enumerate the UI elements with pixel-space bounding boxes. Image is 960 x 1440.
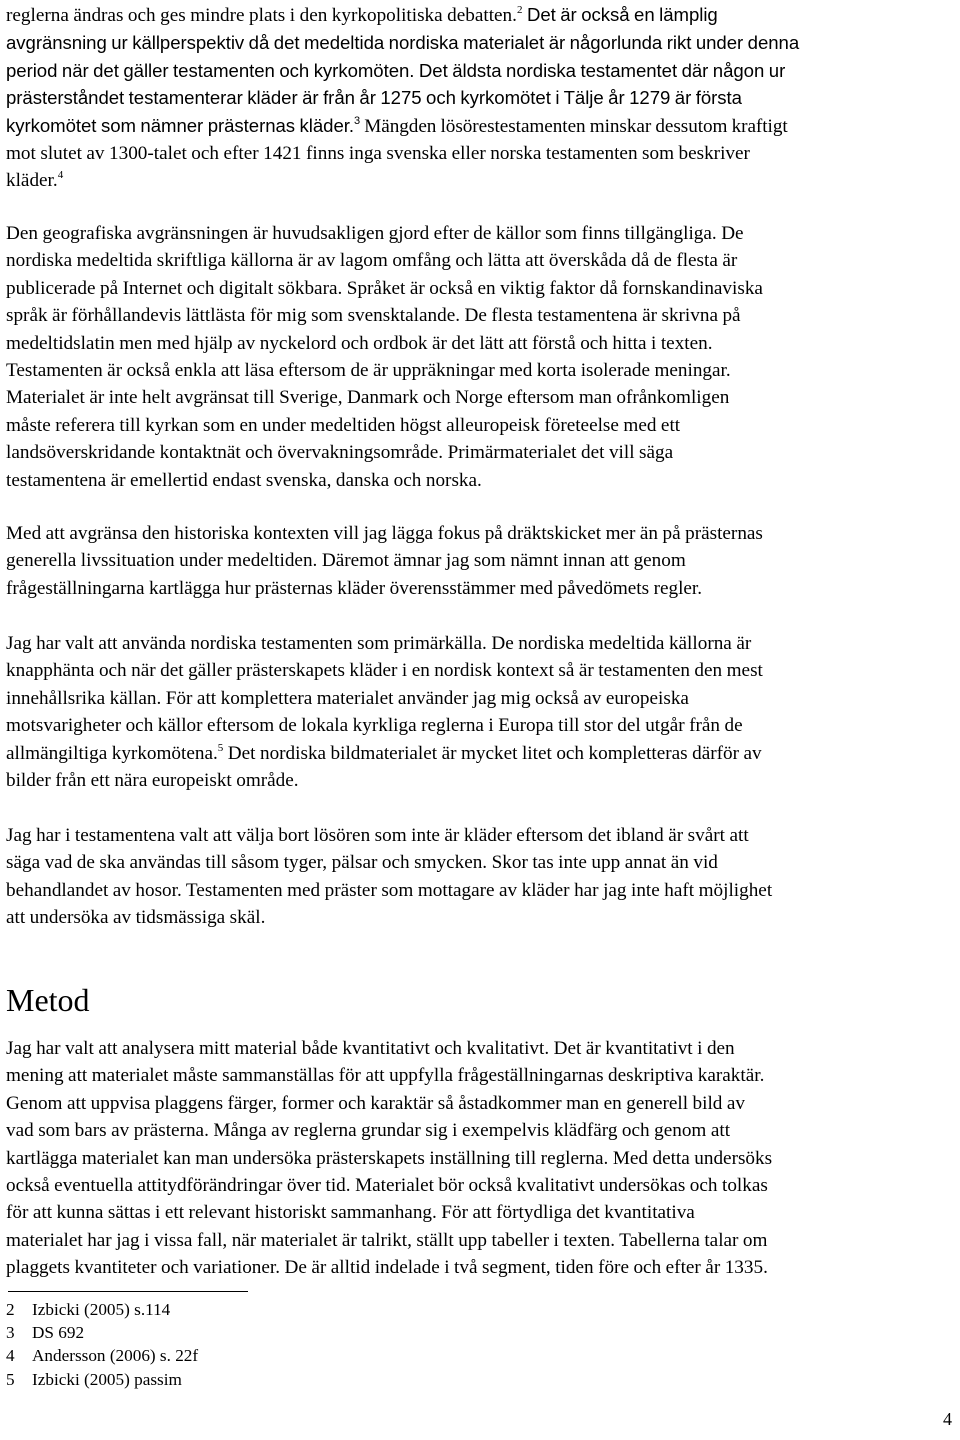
footnote-ref-5[interactable]: 5 [217, 741, 224, 754]
text-line: Jag har i testamentena valt att välja bort lösören som inte är kläder eftersom det ibland är svårt att [6, 825, 749, 846]
text-line: för att kunna sättas i ett relevant historiskt sammanhang. För att förtydliga det kvantitativa [6, 1202, 695, 1224]
text-line: Med att avgränsa den historiska kontexten vill jag lägga fokus på dräktskicket mer än på prästernas [6, 523, 763, 544]
footnote-text: DS 692 [32, 1323, 85, 1343]
text-line: bilder från ett nära europeiskt område. [6, 770, 299, 792]
footnote-list [6, 1298, 198, 1391]
text-line: publicerade på Internet och digitalt sökbara. Språket är också en viktig faktor då fornskandinaviska [6, 277, 763, 299]
text-line: nordiska medeltida skriftliga källorna är av lagom omfång och lätta att överskåda då de flesta är [6, 250, 738, 272]
text-line: Testamenten är också enkla att läsa eftersom de är uppräkningar med korta isolerade meningar. [6, 360, 731, 382]
paragraph-primary-sources [6, 630, 956, 794]
text-line: också eventuella attitydförändringar över tid. Materialet bör också kvalitativt undersökas och tolkas [6, 1175, 768, 1197]
footnote-number: 2 [6, 1300, 15, 1319]
paragraph-geography [6, 220, 956, 494]
text-line: Genom att uppvisa plaggens färger, former och karaktär så åstadkommer man en generell bild av [6, 1092, 745, 1114]
text-line: språk är förhållandevis lättlästa för mig som svensktalande. De flesta testamentena är skrivna på [6, 305, 741, 327]
text-line: period när det gäller testamenten och kyrkomöten. Det äldsta nordiska testamentet där någon ur [6, 59, 786, 81]
text-line: måste referera till kyrkan som en under medeltiden högst alleuropeisk företeelse med ett [6, 414, 681, 436]
footnote-item [6, 1298, 198, 1321]
text-line: landsöverskridande kontaktnät och övervakningsområde. Primärmaterialet det vill säga [6, 442, 674, 464]
text-line: Den geografiska avgränsningen är huvudsakligen gjord efter de källor som finns tillgängliga. De [6, 223, 744, 244]
text-line: frågeställningarna kartlägga hur prästernas kläder överensstämmer med påvedömets regler. [6, 577, 703, 599]
text-line: Materialet är inte helt avgränsat till Sverige, Danmark och Norge eftersom man ofrånkomligen [6, 387, 730, 409]
footnote-text: Andersson (2006) s. 22f [32, 1346, 199, 1366]
text-line: avgränsning ur källperspektiv då det medeltida nordiska materialet är någorlunda rikt under denna [6, 32, 800, 54]
page-number: 4 [943, 1409, 952, 1429]
text-line: prästerståndet testamenterar kläder är från år 1275 och kyrkomötet i Tälje år 1279 är första [6, 87, 742, 109]
text-line: Jag har valt att analysera mitt material både kvantitativt och kvalitativt. Det är kvantitativt i den [6, 1038, 735, 1059]
text-line: medeltidslatin men med hjälp av nyckelord och ordbok är det lätt att förstå och hitta i texten. [6, 332, 713, 354]
footnote-ref-3[interactable]: 3 [354, 114, 361, 127]
section-heading-method: Metod [6, 982, 90, 1018]
footnote-number: 5 [6, 1369, 15, 1389]
text-line: allmängiltiga kyrkomötena.$^5$ Det nordiska bildmaterialet är mycket litet och kompletteras därför av [6, 741, 762, 764]
text-line: innehållsrika källan. För att komplettera materialet använder jag mig också av europeiska [6, 687, 689, 709]
paragraph-delimitation-period [6, 1, 956, 195]
footnote-number: 3 [6, 1323, 15, 1343]
text-line: testamentena är emellertid endast svenska, danska och norska. [6, 469, 482, 491]
footnote-text: Izbicki (2005) passim [32, 1369, 182, 1389]
text-line: kartlägga materialet kan man undersöka prästerskapets inställning till reglerna. Med detta undersöks [6, 1147, 773, 1169]
text-line: kyrkomötet som nämner prästernas kläder.$^3$ Mängden lösörestestamenten minskar dessutom kraftigt [6, 114, 788, 137]
text-line: kläder.$^4$ [6, 169, 64, 192]
footnote-item [6, 1321, 198, 1344]
text-line: plaggets kvantiteter och variationer. De är alltid indelade i två segment, tiden före och efter år 1335. [6, 1257, 768, 1279]
footnote-text: Izbicki (2005) s.114 [32, 1300, 171, 1319]
footnote-number: 4 [6, 1346, 15, 1366]
footnote-divider [8, 1291, 248, 1292]
document-page [6, 0, 956, 1440]
footnote-ref-4[interactable]: 4 [57, 169, 64, 182]
text-line: knapphänta och när det gäller prästerskapets kläder i en nordisk kontext så är testamenten den mest [6, 660, 763, 682]
footnote-ref-2[interactable]: 2 [516, 4, 523, 16]
text-line: säga vad de ska användas till såsom tyger, pälsar och smycken. Skor tas inte upp annat än vid [6, 852, 718, 874]
paragraph-method [6, 1035, 956, 1282]
text-line: materialet har jag i vissa fall, när materialet är talrikt, ställt upp tabeller i texten. Tabellerna talar om [6, 1229, 768, 1251]
text-line: att undersöka av tidsmässiga skäl. [6, 907, 266, 929]
text-line: behandlandet av hosor. Testamenten med präster som mottagare av kläder har jag inte haft möjlighet [6, 879, 773, 901]
text-line: Jag har valt att använda nordiska testamenten som primärkälla. De nordiska medeltida källorna är [6, 633, 752, 654]
text-line: motsvarigheter och källor eftersom de lokala kyrkliga reglerna i Europa till stor del utgår från de [6, 715, 743, 737]
footnote-item [6, 1368, 198, 1391]
text-line: generella livssituation under medeltiden. Däremot ämnar jag som nämnt innan att genom [6, 550, 686, 572]
paragraph-historical-context [6, 520, 956, 602]
text-line: reglerna ändras och ges mindre plats i den kyrkopolitiska debatten.$^2$ Det är också en lämplig [6, 4, 718, 26]
text-line: mot slutet av 1300-talet och efter 1421 finns inga svenska eller norska testamenten som beskriver [6, 143, 750, 165]
paragraph-exclusions [6, 822, 956, 932]
text-line: mening att materialet måste sammanställas för att uppfylla frågeställningarnas deskriptiva karaktär. [6, 1065, 765, 1087]
footnote-item [6, 1344, 198, 1367]
text-line: vad som bars av prästerna. Många av reglerna grundar sig i exempelvis klädfärg och genom att [6, 1120, 731, 1142]
